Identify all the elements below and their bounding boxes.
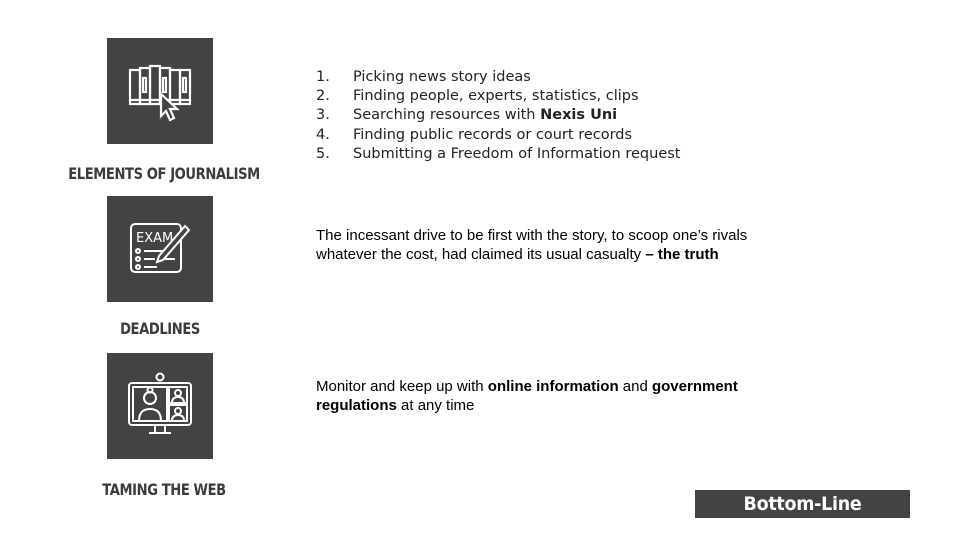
list-item: 1. Picking news story ideas (316, 69, 531, 85)
list-item: 3. Searching resources with Nexis Uni (316, 107, 618, 124)
elements-icon-tile (107, 38, 213, 144)
section-heading-web: TAMING THE WEB (102, 480, 226, 499)
section-heading-deadlines: DEADLINES (120, 319, 200, 338)
svg-text:EXAM: EXAM (136, 231, 174, 246)
elements-list (316, 68, 680, 164)
video-conference-icon (125, 371, 195, 441)
deadlines-icon-tile (107, 196, 213, 302)
list-item: 4. Finding public records or court records (316, 126, 633, 143)
section-heading-elements: ELEMENTS OF JOURNALISM (68, 164, 260, 183)
web-text: Monitor and keep up with online information and government regulations at any time (316, 378, 738, 414)
list-item: 2. Finding people, experts, statistics, clips (316, 88, 639, 105)
web-icon-tile (107, 353, 213, 459)
bottom-line-pressures-badge: Bottom-Line Pressures (695, 490, 910, 518)
deadlines-text: The incessant drive to be first with the story, to scoop one’s rivals whatever the cost, had claimed its usual casualty – the truth (316, 227, 748, 263)
bookshelf-cursor-icon (125, 56, 195, 126)
nexis-uni-emphasis: Nexis Uni (540, 107, 618, 124)
exam-pencil-icon (125, 214, 195, 284)
list-item: 5. Submitting a Freedom of Information request (316, 145, 681, 162)
